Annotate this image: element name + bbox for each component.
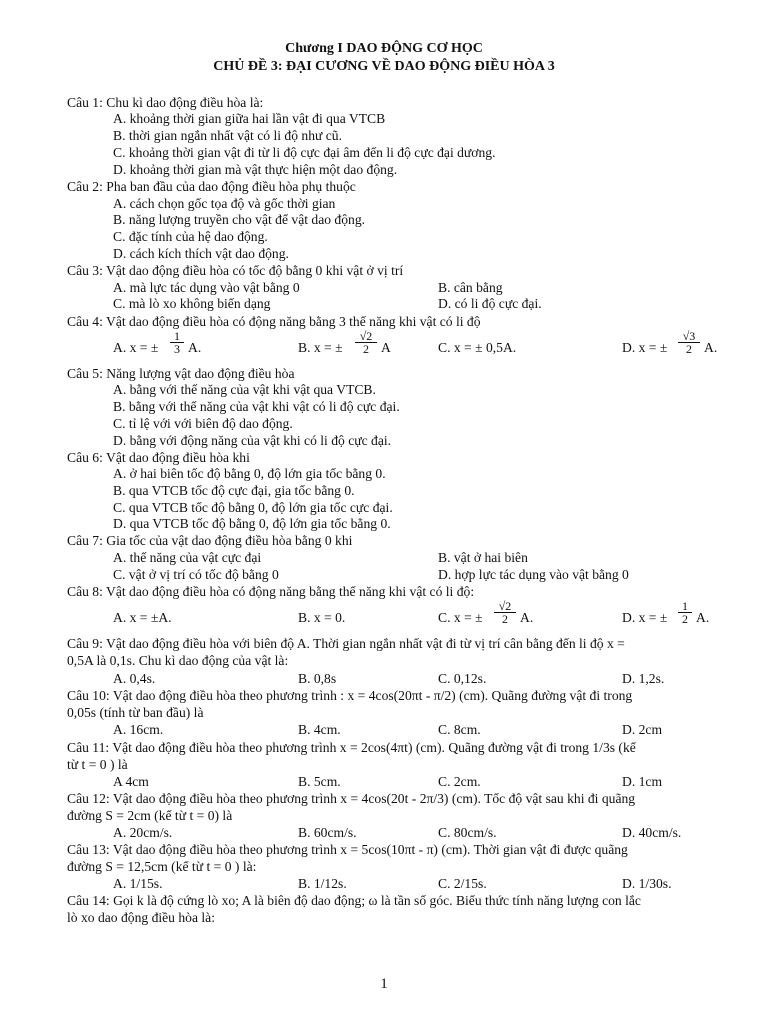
- q7-option-b: B. vật ở hai biên: [438, 550, 528, 565]
- q8-option-a: A. x = ±A.: [113, 610, 172, 625]
- q4-option-a-fraction: [170, 330, 184, 355]
- question-13-line-2: đường S = 12,5cm (kể từ t = 0 ) là:: [67, 859, 257, 874]
- q9-option-c: C. 0,12s.: [438, 671, 487, 686]
- q12-option-a: A. 20cm/s.: [113, 825, 173, 840]
- q2-option-a: A. cách chọn gốc tọa độ và gốc thời gian: [113, 196, 336, 211]
- q10-option-c: C. 8cm.: [438, 722, 481, 737]
- q8-d-denominator: 2: [682, 612, 688, 626]
- q5-option-d: D. bằng với động năng của vật khi có li độ cực đại.: [113, 433, 392, 448]
- q8-option-d-suffix: A.: [696, 610, 710, 625]
- q13-option-a: A. 1/15s.: [113, 876, 163, 891]
- question-3: Câu 3: Vật dao động điều hòa có tốc độ bằng 0 khi vật ở vị trí: [67, 263, 404, 278]
- q8-option-d-prefix: D. x = ±: [622, 610, 668, 625]
- q11-option-b: B. 5cm.: [298, 774, 341, 789]
- question-6: Câu 6: Vật dao động điều hòa khi: [67, 450, 250, 465]
- q2-option-c: C. đặc tính của hệ dao động.: [113, 229, 268, 244]
- question-11-line-1: Câu 11: Vật dao động điều hòa theo phương trình x = 2cos(4πt) (cm). Quãng đường vật đi trong 1/3s (kể: [67, 740, 636, 755]
- q3-option-c: C. mà lò xo không biến dạng: [113, 296, 271, 311]
- q4-option-b-suffix: A: [381, 340, 391, 355]
- page-number: 1: [380, 976, 388, 992]
- q12-option-c: C. 80cm/s.: [438, 825, 497, 840]
- q7-option-c: C. vật ở vị trí có tốc độ bằng 0: [113, 567, 279, 582]
- question-12-line-2: đường S = 2cm (kể từ t = 0) là: [67, 808, 233, 823]
- q9-option-d: D. 1,2s.: [622, 671, 665, 686]
- q8-option-c-prefix: C. x = ±: [438, 610, 483, 625]
- q4-option-b-fraction: [355, 330, 377, 355]
- q7-option-a: A. thế năng của vật cực đại: [113, 550, 262, 565]
- q4-option-d-prefix: D. x = ±: [622, 340, 668, 355]
- q6-option-b: B. qua VTCB tốc độ cực đại, gia tốc bằng 0.: [113, 483, 355, 498]
- question-13-line-1: Câu 13: Vật dao động điều hòa theo phương trình x = 5cos(10πt - π) (cm). Thời gian vật đi được quãng: [67, 842, 628, 857]
- q8-option-d-fraction: [678, 600, 692, 625]
- question-2: Câu 2: Pha ban đầu của dao động điều hòa phụ thuộc: [67, 179, 356, 194]
- q5-option-a: A. bằng với thế năng của vật khi vật qua VTCB.: [113, 382, 376, 397]
- q4-a-numerator: 1: [170, 330, 184, 343]
- question-10-line-1: Câu 10: Vật dao động điều hòa theo phương trình : x = 4cos(20πt - π/2) (cm). Quãng đường vật đi trong: [67, 688, 633, 703]
- q10-option-d: D. 2cm: [622, 722, 663, 737]
- q4-option-b-prefix: B. x = ±: [298, 340, 343, 355]
- q3-option-d: D. có li độ cực đại.: [438, 296, 542, 311]
- question-9-line-2: 0,5A là 0,1s. Chu kì dao động của vật là:: [67, 653, 289, 668]
- q6-option-a: A. ở hai biên tốc độ bằng 0, độ lớn gia tốc bằng 0.: [113, 466, 386, 481]
- q4-option-d-suffix: A.: [704, 340, 718, 355]
- q13-option-d: D. 1/30s.: [622, 876, 672, 891]
- question-14-line-2: lò xo dao động điều hòa là:: [67, 910, 215, 925]
- q6-option-c: C. qua VTCB tốc độ bằng 0, độ lớn gia tốc cực đại.: [113, 500, 393, 515]
- chapter-title: Chương I DAO ĐỘNG CƠ HỌC: [285, 41, 483, 56]
- q1-option-c: C. khoảng thời gian vật đi từ li độ cực đại âm đến li độ cực đại dương.: [113, 145, 496, 160]
- q4-d-denominator: 2: [686, 342, 692, 356]
- question-12-line-1: Câu 12: Vật dao động điều hòa theo phương trình x = 4cos(20t - 2π/3) (cm). Tốc độ vật sau khi đi quãng: [67, 791, 636, 806]
- q4-a-denominator: 3: [174, 342, 180, 356]
- q1-option-d: D. khoảng thời gian mà vật thực hiện một dao động.: [113, 162, 398, 177]
- q8-option-b: B. x = 0.: [298, 610, 346, 625]
- question-14-line-1: Câu 14: Gọi k là độ cứng lò xo; A là biên độ dao động; ω là tần số góc. Biểu thức tính năng lượng con lắc: [67, 893, 641, 908]
- q10-option-a: A. 16cm.: [113, 722, 164, 737]
- question-5: Câu 5: Năng lượng vật dao động điều hòa: [67, 366, 295, 381]
- q4-b-denominator: 2: [363, 342, 369, 356]
- q6-option-d: D. qua VTCB tốc độ bằng 0, độ lớn gia tốc bằng 0.: [113, 516, 391, 531]
- q9-option-b: B. 0,8s: [298, 671, 337, 686]
- question-4: Câu 4: Vật dao động điều hòa có động năng bằng 3 thế năng khi vật có li độ: [67, 314, 481, 329]
- q3-option-a: A. mà lực tác dụng vào vật bằng 0: [113, 280, 300, 295]
- question-1: Câu 1: Chu kì dao động điều hòa là:: [67, 95, 264, 110]
- q8-c-numerator: √2: [494, 600, 516, 613]
- q12-option-d: D. 40cm/s.: [622, 825, 682, 840]
- q1-option-b: B. thời gian ngắn nhất vật có li độ như cũ.: [113, 128, 342, 143]
- question-7: Câu 7: Gia tốc của vật dao động điều hòa bằng 0 khi: [67, 533, 353, 548]
- q4-option-a-suffix: A.: [188, 340, 202, 355]
- q2-option-b: B. năng lượng truyền cho vật để vật dao động.: [113, 212, 366, 227]
- q2-option-d: D. cách kích thích vật dao động.: [113, 246, 289, 261]
- q12-option-b: B. 60cm/s.: [298, 825, 357, 840]
- q4-d-numerator: √3: [678, 330, 700, 343]
- q10-option-b: B. 4cm.: [298, 722, 341, 737]
- q1-option-a: A. khoảng thời gian giữa hai lần vật đi qua VTCB: [113, 111, 386, 126]
- q11-option-a: A 4cm: [113, 774, 149, 789]
- topic-title: CHỦ ĐỀ 3: ĐẠI CƯƠNG VỀ DAO ĐỘNG ĐIỀU HÒA 3: [213, 59, 555, 74]
- question-11-line-2: từ t = 0 ) là: [67, 757, 128, 772]
- q11-option-d: D. 1cm: [622, 774, 663, 789]
- q4-b-numerator: √2: [355, 330, 377, 343]
- q7-option-d: D. hợp lực tác dụng vào vật bằng 0: [438, 567, 629, 582]
- q4-option-d-fraction: [678, 330, 700, 355]
- q5-option-c: C. tỉ lệ với với biên độ dao động.: [113, 416, 293, 431]
- q4-option-a-prefix: A. x = ±: [113, 340, 159, 355]
- q8-d-numerator: 1: [678, 600, 692, 613]
- question-10-line-2: 0,05s (tính từ ban đầu) là: [67, 705, 204, 720]
- q9-option-a: A. 0,4s.: [113, 671, 156, 686]
- q8-option-c-suffix: A.: [520, 610, 534, 625]
- q4-option-c: C. x = ± 0,5A.: [438, 340, 517, 355]
- q8-c-denominator: 2: [502, 612, 508, 626]
- q5-option-b: B. bằng với thế năng của vật khi vật có li độ cực đại.: [113, 399, 400, 414]
- q8-option-c-fraction: [494, 600, 516, 625]
- question-9-line-1: Câu 9: Vật dao động điều hòa với biên độ A. Thời gian ngắn nhất vật đi từ vị trí cân bằng đến li độ x =: [67, 636, 625, 651]
- q3-option-b: B. cân bằng: [438, 280, 503, 295]
- q11-option-c: C. 2cm.: [438, 774, 481, 789]
- q13-option-b: B. 1/12s.: [298, 876, 347, 891]
- question-8: Câu 8: Vật dao động điều hòa có động năng bằng thế năng khi vật có li độ:: [67, 584, 475, 599]
- q13-option-c: C. 2/15s.: [438, 876, 487, 891]
